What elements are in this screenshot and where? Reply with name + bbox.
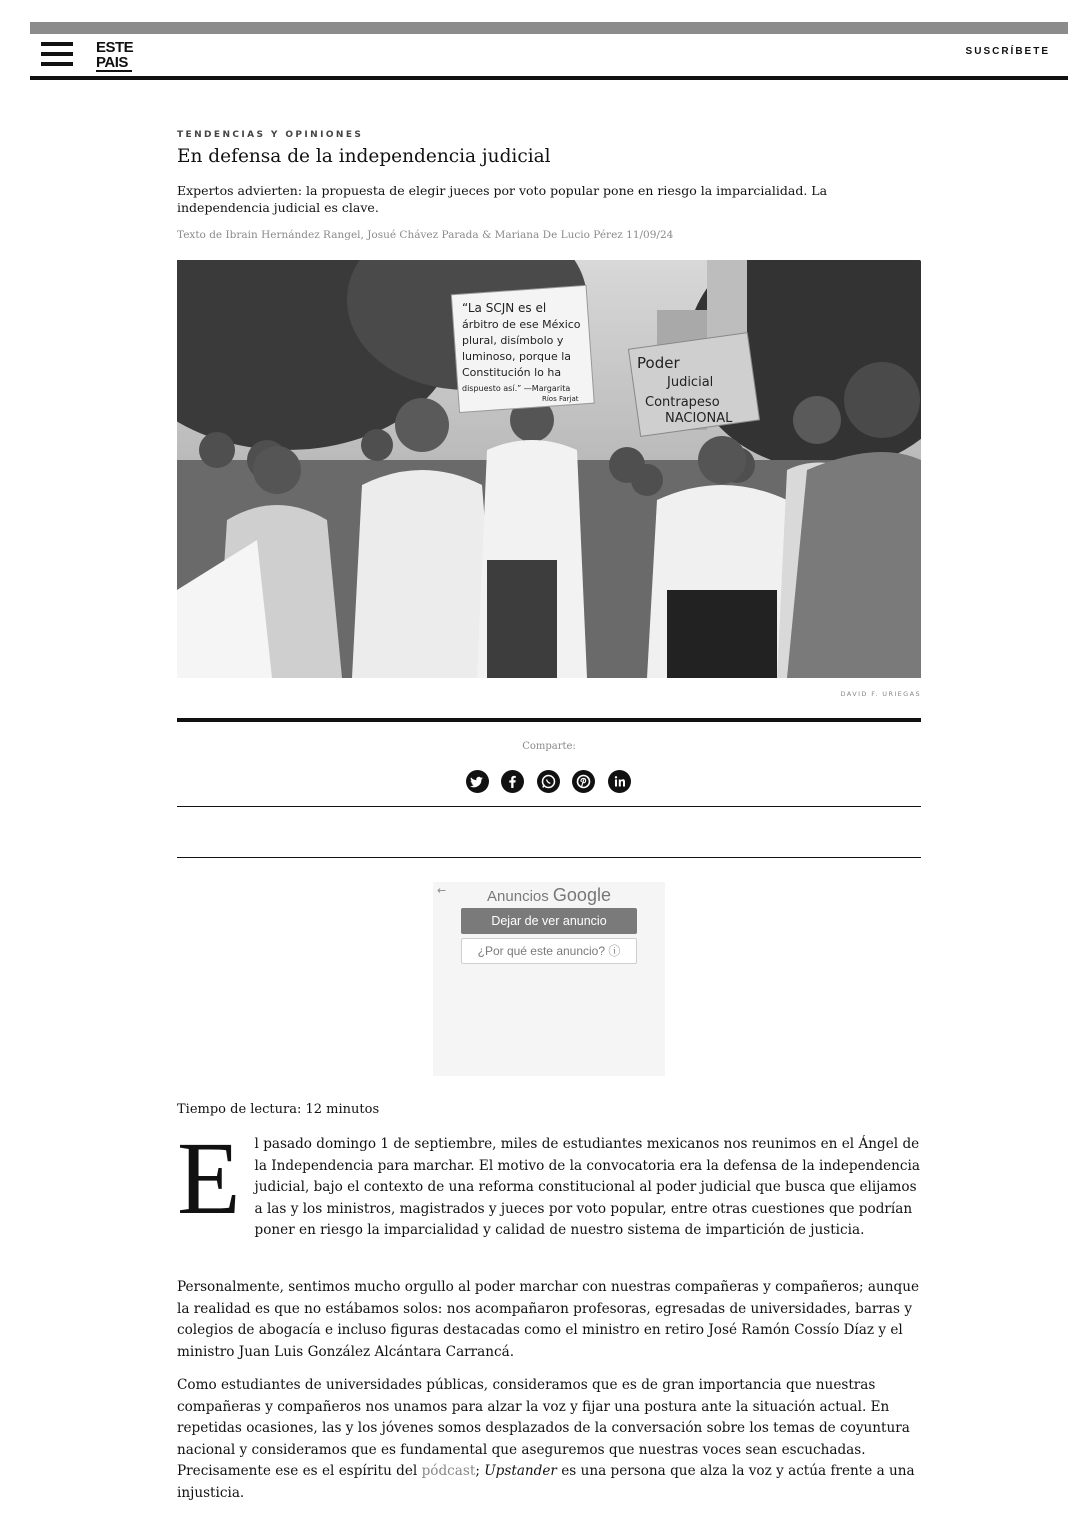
sign-left-line-6: dispuesto así.” —Margarita <box>462 384 571 393</box>
sign-left-line-7: Ríos Farjat <box>542 395 579 403</box>
body-paragraph-2 <box>177 1277 921 1363</box>
upstander-term: Upstander <box>484 1463 557 1480</box>
article-byline: Texto de Ibrain Hernández Rangel, Josué Chávez Parada & Mariana De Lucio Pérez 11/09/24 <box>177 229 674 241</box>
share-top-rule <box>177 718 921 722</box>
header-divider <box>30 76 1068 80</box>
ad-header-prefix: Anuncios <box>487 888 549 905</box>
site-header <box>30 34 1068 76</box>
ad-top-rule <box>177 857 921 858</box>
protest-photo-illustration <box>177 260 921 678</box>
paragraph-3-text-c: es una persona que alza la voz y actúa frente a una injusticia. <box>177 1463 915 1501</box>
facebook-icon[interactable] <box>501 770 524 793</box>
back-arrow-icon[interactable]: ← <box>437 884 447 897</box>
share-label: Comparte: <box>522 741 576 752</box>
sign-right-line-2: Judicial <box>667 375 714 390</box>
google-ad-slot <box>433 882 665 1076</box>
top-gray-bar <box>30 22 1068 34</box>
article-photo <box>177 260 921 678</box>
stop-ad-button[interactable]: Dejar de ver anuncio <box>461 908 637 934</box>
whatsapp-icon[interactable] <box>537 770 560 793</box>
article-dek: Expertos advierten: la propuesta de elegir jueces por voto popular pone en riesgo la imparcialidad. La independencia judicial es clave. <box>177 183 828 215</box>
share-bottom-rule <box>177 806 921 807</box>
paragraph-2-text: Personalmente, sentimos mucho orgullo al poder marchar con nuestras compañeras y compañeros; aunque la realidad es que no estábamos solos: nos acompañaron profesoras, egresadas de universidades, barras y colegios de abogacía e incluso figuras destacadas como el ministro en retiro José Ramón Cossío Díaz y el ministro Juan Luis González Alcántara Carrancá. <box>177 1279 920 1360</box>
subscribe-link[interactable]: SUSCRÍBETE <box>965 46 1050 57</box>
paragraph-1-text: l pasado domingo 1 de septiembre, miles de estudiantes mexicanos nos reunimos en el Ángel de la Independencia para marchar. El motivo de la convocatoria era la defensa de la independencia judicial, bajo el contexto de una reforma constitucional al poder judicial que busca que elijamos a las y los ministros, magistrados y jueces por voto popular, entre otras cuestiones que podrían poner en riesgo la imparcialidad y calidad de nuestro sistema de impartición de justicia. <box>254 1136 920 1239</box>
logo-line-2: PAIS <box>96 55 132 72</box>
section-kicker[interactable]: TENDENCIAS Y OPINIONES <box>177 130 364 140</box>
paragraph-3-text-a: Como estudiantes de universidades públicas, consideramos que es de gran importancia que nuestras compañeras y compañeros nos unamos para alzar la voz y fijar una postura ante la situación actual. En repetidas ocasiones, las y los jóvenes somos desplazados de la conversación sobre los temas de coyuntura nacional y consideramos que es fundamental que aseguremos que nuestras voces sean escuchadas. Precisamente ese es el espíritu del <box>177 1377 910 1480</box>
sign-left-line-2: árbitro de ese México <box>462 318 581 331</box>
sign-right-line-4: NACIONAL <box>665 411 733 426</box>
drop-cap: E <box>177 1121 241 1236</box>
body-paragraph-3 <box>177 1375 921 1505</box>
sign-left-line-3: plural, disímbolo y <box>462 334 564 347</box>
sign-right-line-1: Poder <box>637 354 680 372</box>
article-title: En defensa de la independencia judicial <box>177 146 551 167</box>
reading-time: Tiempo de lectura: 12 minutos <box>177 1102 380 1117</box>
podcast-link[interactable]: pódcast <box>421 1463 476 1480</box>
site-logo[interactable] <box>96 40 136 72</box>
share-icons <box>466 770 636 794</box>
sign-left-line-4: luminoso, porque la <box>462 350 572 363</box>
ad-header-brand: Google <box>552 885 611 905</box>
logo-line-1: ESTE <box>96 39 134 56</box>
sign-right-line-3: Contrapeso <box>645 395 720 410</box>
photo-credit: DAVID F. URIEGAS <box>840 690 921 698</box>
sign-left-line-5: Constitución lo ha <box>462 366 562 379</box>
pinterest-icon[interactable] <box>572 770 595 793</box>
why-this-ad-button[interactable]: ¿Por qué este anuncio? ⓘ <box>461 938 637 964</box>
twitter-icon[interactable] <box>466 770 489 793</box>
menu-icon[interactable] <box>41 42 73 66</box>
paragraph-3-text-b: ; <box>475 1463 485 1480</box>
sign-left-line-1: “La SCJN es el <box>462 301 547 315</box>
body-paragraph-1 <box>177 1121 921 1242</box>
linkedin-icon[interactable] <box>608 770 631 793</box>
ad-header <box>433 885 665 906</box>
